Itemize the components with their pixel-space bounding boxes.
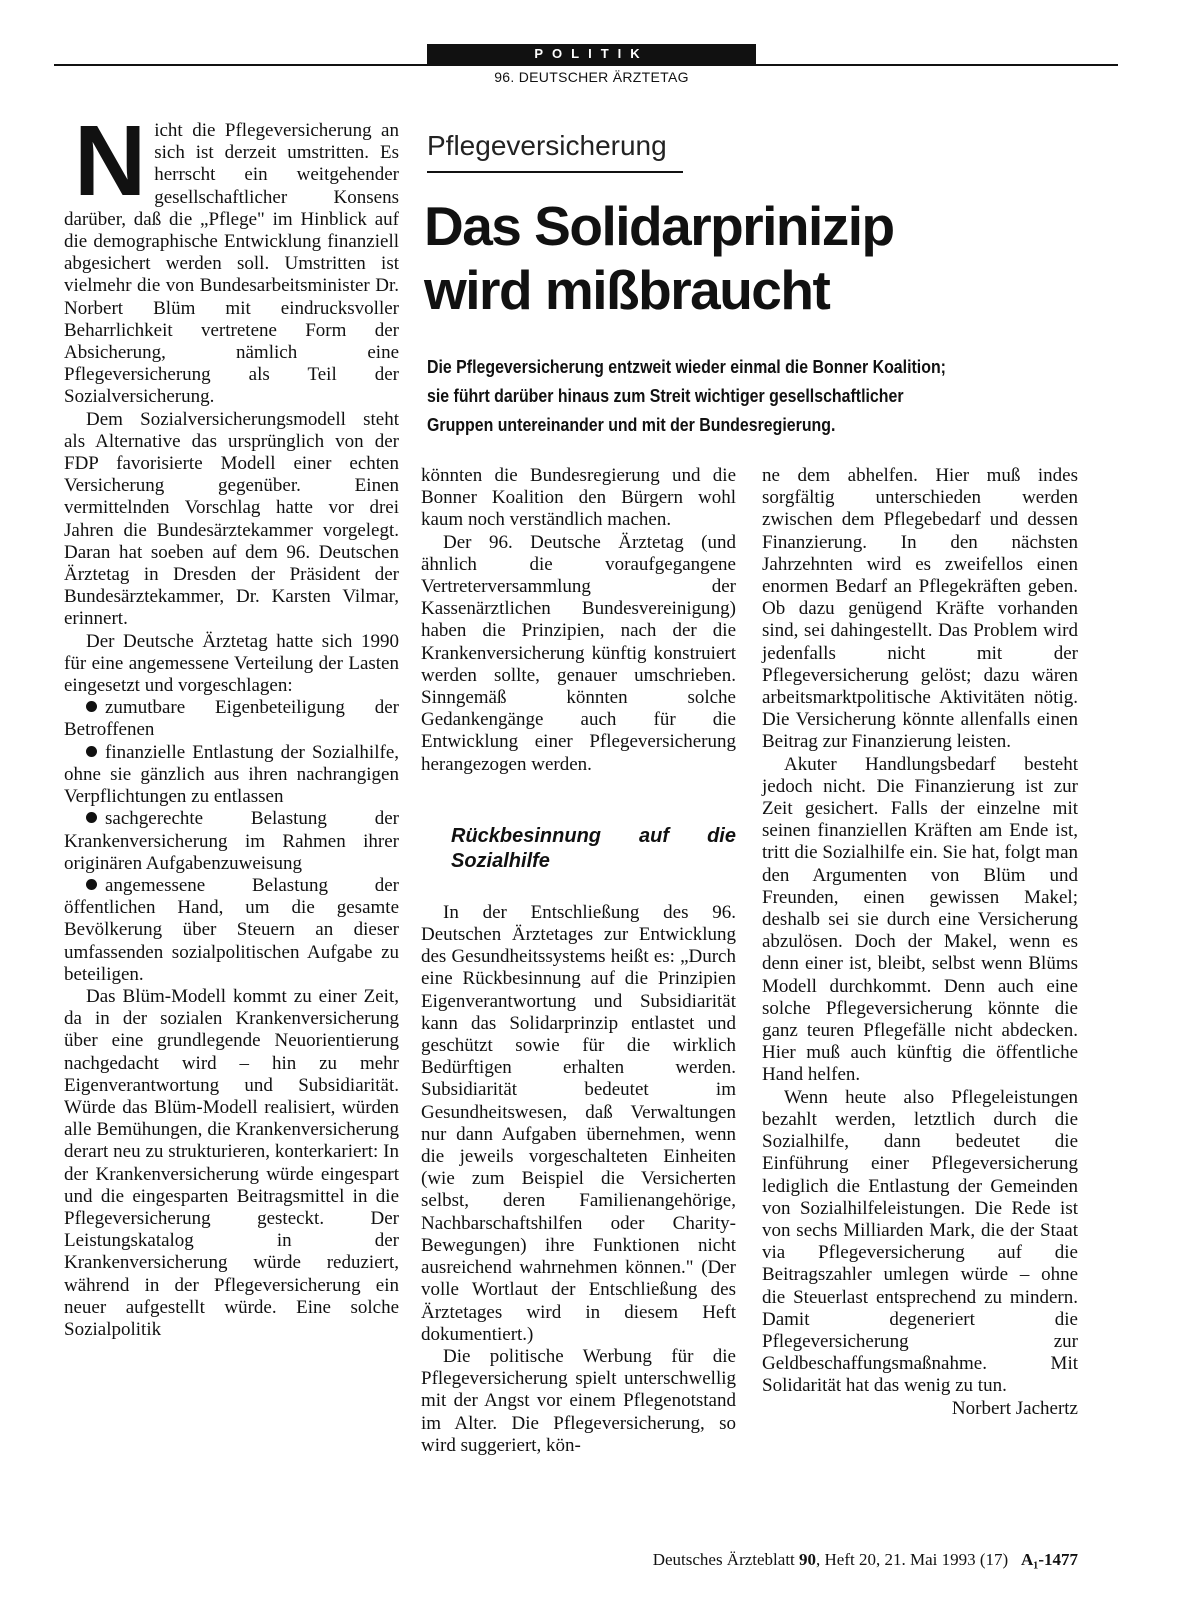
section-label: POLITIK [427,44,756,64]
bullet-icon [86,812,97,823]
bullet-item: finanzielle Entlastung der Sozialhilfe, ohne sie gänzlich aus ihren nachrangigen Verpflichtungen zu entlassen [64,741,399,808]
subsection-label: 96. DEUTSCHER ÄRZTETAG [494,69,689,85]
kicker-underline [427,171,683,173]
bullet-item: zumutbare Eigenbeteiligung der Betroffenen [64,697,399,741]
column-3 [762,465,1078,1420]
bullet-icon [86,701,97,712]
paragraph: könnten die Bundesregierung und die Bonner Koalition den Bürgern wohl kaum noch verständlich machen. [421,465,736,531]
bullet-icon [86,746,97,757]
page-number: A₁-1477 [1020,1550,1078,1569]
column-1 [64,105,399,1341]
paragraph: ne dem abhelfen. Hier muß indes sorgfältig unterschieden werden zwischen dem Pflegebedarf und dessen Finanzierung. In den nächsten Jahrzehnten wird es zweifellos einen enormen Bedarf an Pflegekräften geben. Ob dazu genügend Kräfte vorhanden sind, sei dahingestellt. Das Problem wird jedenfalls nicht mit der Pflegeversicherung gelöst; dazu wären arbeitsmarktpolitische Aktivitäten nötig. Die Versicherung könnte allenfalls einen Beitrag zur Finanzierung leisten. [762,465,1078,753]
paragraph: In der Entschließung des 96. Deutschen Ärztetages zur Entwicklung des Gesundheitssystems heißt es: „Durch eine Rückbesinnung auf die Prinzipien Eigenverantwortung und Subsidiarität kann das Solidarprinzip entlastet und geschützt sowie für die wirklich Bedürftigen erhalten werden. Subsidiarität bedeutet im Gesundheitswesen, daß Verwaltungen nur dann Aufgaben übernehmen, wenn die jeweils vorgeschalteten Einheiten (wie zum Beispiel die Versicherten selbst, deren Familienangehörige, Nachbarschaftshilfen oder Charity-Bewegungen) ihre Funktionen nicht ausreichend wahrnehmen können." (Der volle Wortlaut der Entschließung des Ärztetages wird in diesem Heft dokumentiert.) [421,901,736,1345]
bullet-item: angemessene Belastung der öffentlichen Hand, um die gesamte Bevölkerung über Steuern an dieser umfassenden sozialpolitischen Aufgabe zu beteiligen. [64,874,399,985]
header-rule [54,64,1118,66]
subheading: Rückbesinnung auf die Sozialhilfe [451,824,736,872]
column-2 [421,465,736,1457]
bullet-icon [86,879,97,890]
paragraph: Wenn heute also Pflegeleistungen bezahlt werden, letztlich durch die Sozialhilfe, dann bedeutet die Einführung einer Pflegeversicherung lediglich die Entlastung der Gemeinden von Sozialhilfeleistungen. Die Rede ist von sechs Milliarden Mark, die der Staat via Pflegeversicherung auf die Beitragszahler umlegen würde – ohne die Steuerlast entsprechend zu mindern. Damit degeneriert die Pflegeversicherung zur Geldbeschaffungsmaßnahme. Mit Solidarität hat das wenig zu tun. [762,1086,1078,1397]
paragraph: Akuter Handlungsbedarf besteht jedoch nicht. Die Finanzierung ist zur Zeit gesichert. Falls der einzelne mit seinen finanziellen Kräften am Ende ist, tritt die Sozialhilfe ein. Sie hat, folgt man den Argumenten von Blüm und Freunden, einen gewissen Makel; deshalb sei sie durch eine Versicherung abzulösen. Doch der Makel, wenn es denn einer ist, bleibt, selbst wenn Blüms Modell durchkommt. Denn auch eine solche Pflegeversicherung könnte die ganz teuren Pflegefälle nicht abdecken. Hier muß auch künftig die öffentliche Hand helfen. [762,753,1078,1086]
author-byline: Norbert Jachertz [951,1397,1078,1419]
volume-number: 90 [799,1550,817,1569]
drop-cap: N [74,105,147,217]
article-kicker: Pflegeversicherung [427,130,667,161]
bullet-item: sachgerechte Belastung der Krankenversicherung im Rahmen ihrer originären Aufgabenzuweisung [64,808,399,874]
paragraph: Das Blüm-Modell kommt zu einer Zeit, da in der sozialen Krankenversicherung über eine grundlegende Neuorientierung nachgedacht wird – hin zu mehr Eigenverantwortung und Subsidiarität. Würde das Blüm-Modell realisiert, würden alle Bemühungen, die Krankenversicherung derart neu zu strukturieren, konterkariert: In der Krankenversicherung würde eingespart und die eingesparten Beitragsmittel in die Pflegeversicherung gesteckt. Der Leistungskatalog in der Krankenversicherung würde reduziert, während in der Pflegeversicherung ein neuer aufgestellt würde. Eine solche Sozialpolitik [64,985,399,1340]
article-lead: Die Pflegeversicherung entzweit wieder einmal die Bonner Koalition; sie führt darüber hinaus zum Streit wichtiger gesellschaftlicher Gruppen untereinander und mit der Bundesregierung. [427,356,946,435]
issue-info: , Heft 20, 21. Mai 1993 (17) [816,1550,1009,1569]
paragraph: Dem Sozialversicherungsmodell steht als Alternative das ursprünglich von der FDP favorisierte Modell einer echten Versicherung gegenüber. Einen vermittelnden Vorschlag hatte vor drei Jahren die Bundesärztekammer vorgelegt. Daran hat soeben auf dem 96. Deutschen Ärztetag in Dresden der Präsident der Bundesärztekammer, Dr. Karsten Vilmar, erinnert. [64,408,399,630]
paragraph: Die politische Werbung für die Pflegeversicherung spielt unterschwellig mit der Angst vor einem Pflegenotstand im Alter. Die Pflegeversicherung, so wird suggeriert, kön- [421,1345,736,1456]
paragraph: Der Deutsche Ärztetag hatte sich 1990 für eine angemessene Verteilung der Lasten eingesetzt und vorgeschlagen: [64,630,399,697]
article-headline: Das Solidarprinizip wird mißbraucht [424,195,894,321]
paragraph: Nicht die Pflegeversicherung an sich ist derzeit umstritten. Es herrscht ein weitgehender gesellschaftlicher Konsens darüber, daß die „Pflege" im Hinblick auf die demographische Entwicklung finanziell abgesichert werden soll. Umstritten ist vielmehr die von Bundesarbeitsminister Dr. Norbert Blüm mit eindrucksvoller Beharrlichkeit vertretene Form der Absicherung, nämlich eine Pflegeversicherung als Teil der Sozialversicherung. [64,105,399,408]
paragraph: Der 96. Deutsche Ärztetag (und ähnlich die voraufgegangene Vertreterversammlung der Kassenärztlichen Bundesvereinigung) haben die Prinzipien, nach der die Krankenversicherung künftig konstruiert werden sollte, genauer umschrieben. Sinngemäß könnten solche Gedankengänge auch für die Entwicklung einer Pflegeversicherung herangezogen werden. [421,531,736,775]
journal-name: Deutsches Ärzteblatt [652,1550,795,1569]
page-footer [560,1550,1078,1570]
